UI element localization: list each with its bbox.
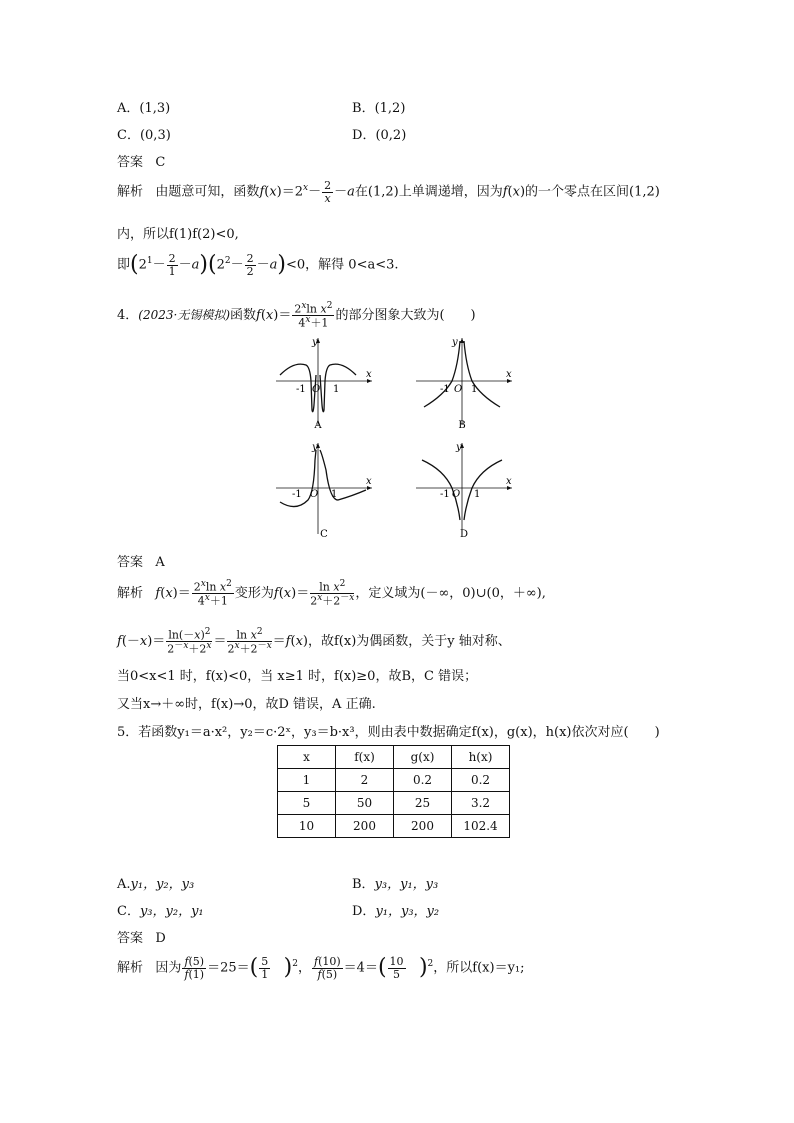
origin-label: O [310,489,319,500]
table-header-cell: g(x) [394,746,452,769]
q4-stem: 4．(2023·无锡模拟)函数f(x)＝ $\frac{2^x\ln x^2}{4^x+1}$ 的部分图象大致为( ) [117,301,476,330]
q3-analysis-line1: 解析 由题意可知，函数$f(x)=2^x-$ $\frac{2}{x}$ －a在(1,2)上单调递增，因为f(x)的一个零点在区间(1,2) [117,179,660,205]
table-cell: 102.4 [452,815,510,838]
table-cell: 0.2 [394,769,452,792]
tick-neg-one: -1 [440,489,450,500]
table-header-cell: x [278,746,336,769]
q5-stem: 5．若函数y₁＝a·x²，y₂＝c·2ˣ，y₃＝b·x³，则由表中数据确定f(x)，g(x)，h(x)依次对应( ) [117,725,660,740]
origin-label: O [454,384,463,395]
axis-x-label: x [506,369,512,380]
tick-neg-one: -1 [296,384,306,395]
option-d: D．(0,2) [352,128,407,143]
origin-label: O [452,489,461,500]
axis-y-label: y [312,337,318,348]
table-cell: 3.2 [452,792,510,815]
graph-label-c: C [320,529,328,540]
table-row [278,815,510,838]
q4-analysis-line2: f(－x)＝ $\frac{\ln(-x)^2}{2^{-x}+2^x}$ ＝ $\frac{\ln x^2}{2^x+2^{-x}}$ ＝f(x)，故f(x)为偶函数，关于y 轴对称、 [117,627,511,656]
q3-answer: 答案 C [117,155,166,170]
graph-label-d: D [459,529,469,540]
graph-d [414,440,518,540]
q5-option-d: D．y₁，y₃，y₂ [352,904,440,919]
graph-label-b: B [458,420,466,430]
q4-analysis-line1: 解析 f(x)＝ $\frac{2^x\ln x^2}{4^x+1}$ 变形为f(x)＝ $\frac{\ln x^2}{2^x+2^{-x}}$ ，定义域为(－∞，0)∪(0，＋∞), [117,579,546,608]
q5-option-b: B．y₃，y₁，y₃ [352,877,439,892]
q3-analysis-line2: 内，所以f(1)f(2)<0, [117,227,239,242]
tick-one: 1 [333,384,340,395]
table-cell: 10 [278,815,336,838]
axis-x-label: x [366,476,372,487]
option-a: A．(1,3) [117,101,171,116]
axis-x-label: x [366,369,372,380]
table-cell: 2 [336,769,394,792]
q4-analysis-line4: 又当x→＋∞时，f(x)→0，故D 错误，A 正确. [117,697,376,712]
q3-analysis-line3: 即($2^1-$ $\frac{2}{1}$ $-a)(2^2-$ $\frac{2}{2}$ －a)<0，解得 0<a<3. [117,252,399,278]
graph-label-a: A [314,420,322,430]
axis-x-label: x [506,476,512,487]
table-cell: 1 [278,769,336,792]
tick-one: 1 [331,489,338,500]
graph-a [274,335,378,430]
option-b: B．(1,2) [352,101,406,116]
table-header-cell: h(x) [452,746,510,769]
table-cell: 200 [336,815,394,838]
axis-y-label: y [312,442,318,453]
origin-label: O [312,384,321,395]
table-cell: 5 [278,792,336,815]
graph-c [274,440,378,540]
tick-neg-one: -1 [440,384,450,395]
q4-answer: 答案 A [117,555,165,570]
q5-option-c: C．y₃，y₂，y₁ [117,904,204,919]
tick-neg-one: -1 [292,489,302,500]
q5-answer: 答案 D [117,931,166,946]
axis-y-label: y [452,337,458,348]
table-cell: 200 [394,815,452,838]
q5-option-a: A.y₁，y₂，y₃ [117,877,195,892]
q4-analysis-line3: 当0<x<1 时，f(x)<0，当 x≥1 时，f(x)≥0，故B，C 错误； [117,669,478,684]
table-cell: 25 [394,792,452,815]
axis-y-label: y [456,442,462,453]
q5-analysis: 解析 因为 $\frac{f(5)}{f(1)}$ ＝25＝( $\frac{5}{1}$ )$^2$， $\frac{f(10)}{f(5)}$ ＝4＝( $\frac{10}{5}$ )$^2$，所以f(x)＝y₁; [117,955,525,981]
data-table [277,745,510,838]
graph-b [414,335,518,430]
option-c: C．(0,3) [117,128,171,143]
table-cell: 0.2 [452,769,510,792]
table-row [278,769,510,792]
table-cell: 50 [336,792,394,815]
table-row [278,792,510,815]
tick-one: 1 [471,384,478,395]
tick-one: 1 [474,489,481,500]
table-header-row [278,746,510,769]
table-header-cell: f(x) [336,746,394,769]
